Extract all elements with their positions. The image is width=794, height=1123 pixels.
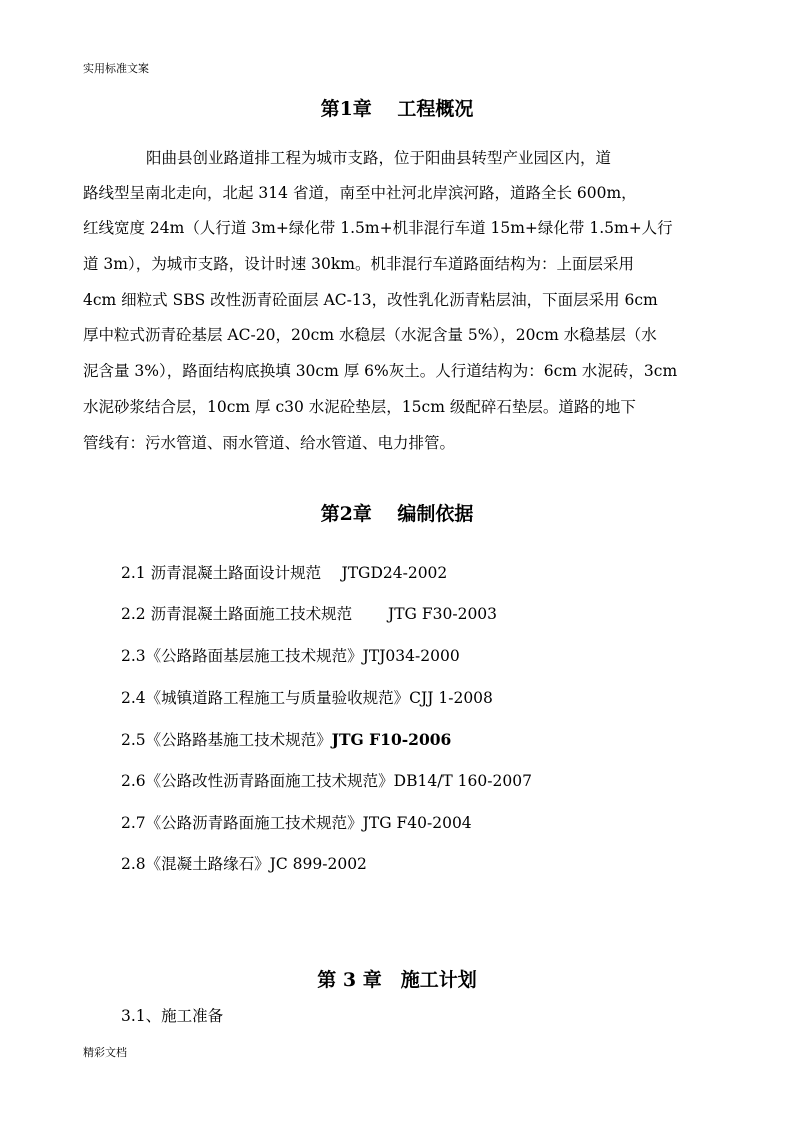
section-3-1-heading: 3.1、施工准备 (121, 1007, 224, 1025)
paragraph-line: 水泥砂浆结合层，10cm 厚 c30 水泥砼垫层，15cm 级配碎石垫层。道路的地下 (83, 398, 636, 416)
reference-item: 2.7《公路沥青路面施工技术规范》JTG F40-2004 (121, 814, 472, 832)
reference-item: 2.8《混凝土路缘石》JC 899-2002 (121, 855, 367, 873)
chapter-1-title: 第1章 工程概况 (320, 98, 474, 120)
chapter-2-title: 第2章 编制依据 (320, 503, 474, 525)
reference-item: 2.3《公路路面基层施工技术规范》JTJ034-2000 (121, 647, 460, 665)
page-footer: 精彩文档 (83, 1046, 127, 1059)
paragraph-line: 道 3m），为城市支路，设计时速 30km。机非混行车道路面结构为：上面层采用 (83, 255, 634, 273)
paragraph-line: 泥含量 3%），路面结构底换填 30cm 厚 6%灰土。人行道结构为：6cm 水泥砖，3cm (83, 362, 678, 380)
reference-code-bold: JTG F10-2006 (331, 730, 452, 749)
reference-item: 2.1 沥青混凝土路面设计规范 JTGD24-2002 (121, 564, 448, 582)
paragraph-line: 厚中粒式沥青砼基层 AC-20，20cm 水稳层（水泥含量 5%），20cm 水稳基层（水 (83, 326, 657, 344)
paragraph-line: 路线型呈南北走向，北起 314 省道，南至中社河北岸滨河路，道路全长 600m， (83, 184, 637, 202)
paragraph-line: 红线宽度 24m（人行道 3m+绿化带 1.5m+机非混行车道 15m+绿化带 1.5m+人行 (83, 219, 673, 237)
paragraph-line: 4cm 细粒式 SBS 改性沥青砼面层 AC-13，改性乳化沥青粘层油，下面层采用 6cm (83, 291, 658, 309)
reference-item: 2.6《公路改性沥青路面施工技术规范》DB14/T 160-2007 (121, 772, 532, 790)
reference-item: 2.4《城镇道路工程施工与质量验收规范》CJJ 1-2008 (121, 689, 493, 707)
reference-item: 2.5《公路路基施工技术规范》JTG F10-2006 (121, 730, 452, 749)
paragraph-line: 阳曲县创业路道排工程为城市支路，位于阳曲县转型产业园区内，道 (146, 149, 612, 167)
chapter-3-title: 第 3 章 施工计划 (317, 969, 477, 991)
page-header: 实用标准文案 (83, 62, 149, 75)
reference-item: 2.2 沥青混凝土路面施工技术规范 JTG F30-2003 (121, 605, 498, 623)
paragraph-line: 管线有：污水管道、雨水管道、给水管道、电力排管。 (83, 434, 456, 452)
